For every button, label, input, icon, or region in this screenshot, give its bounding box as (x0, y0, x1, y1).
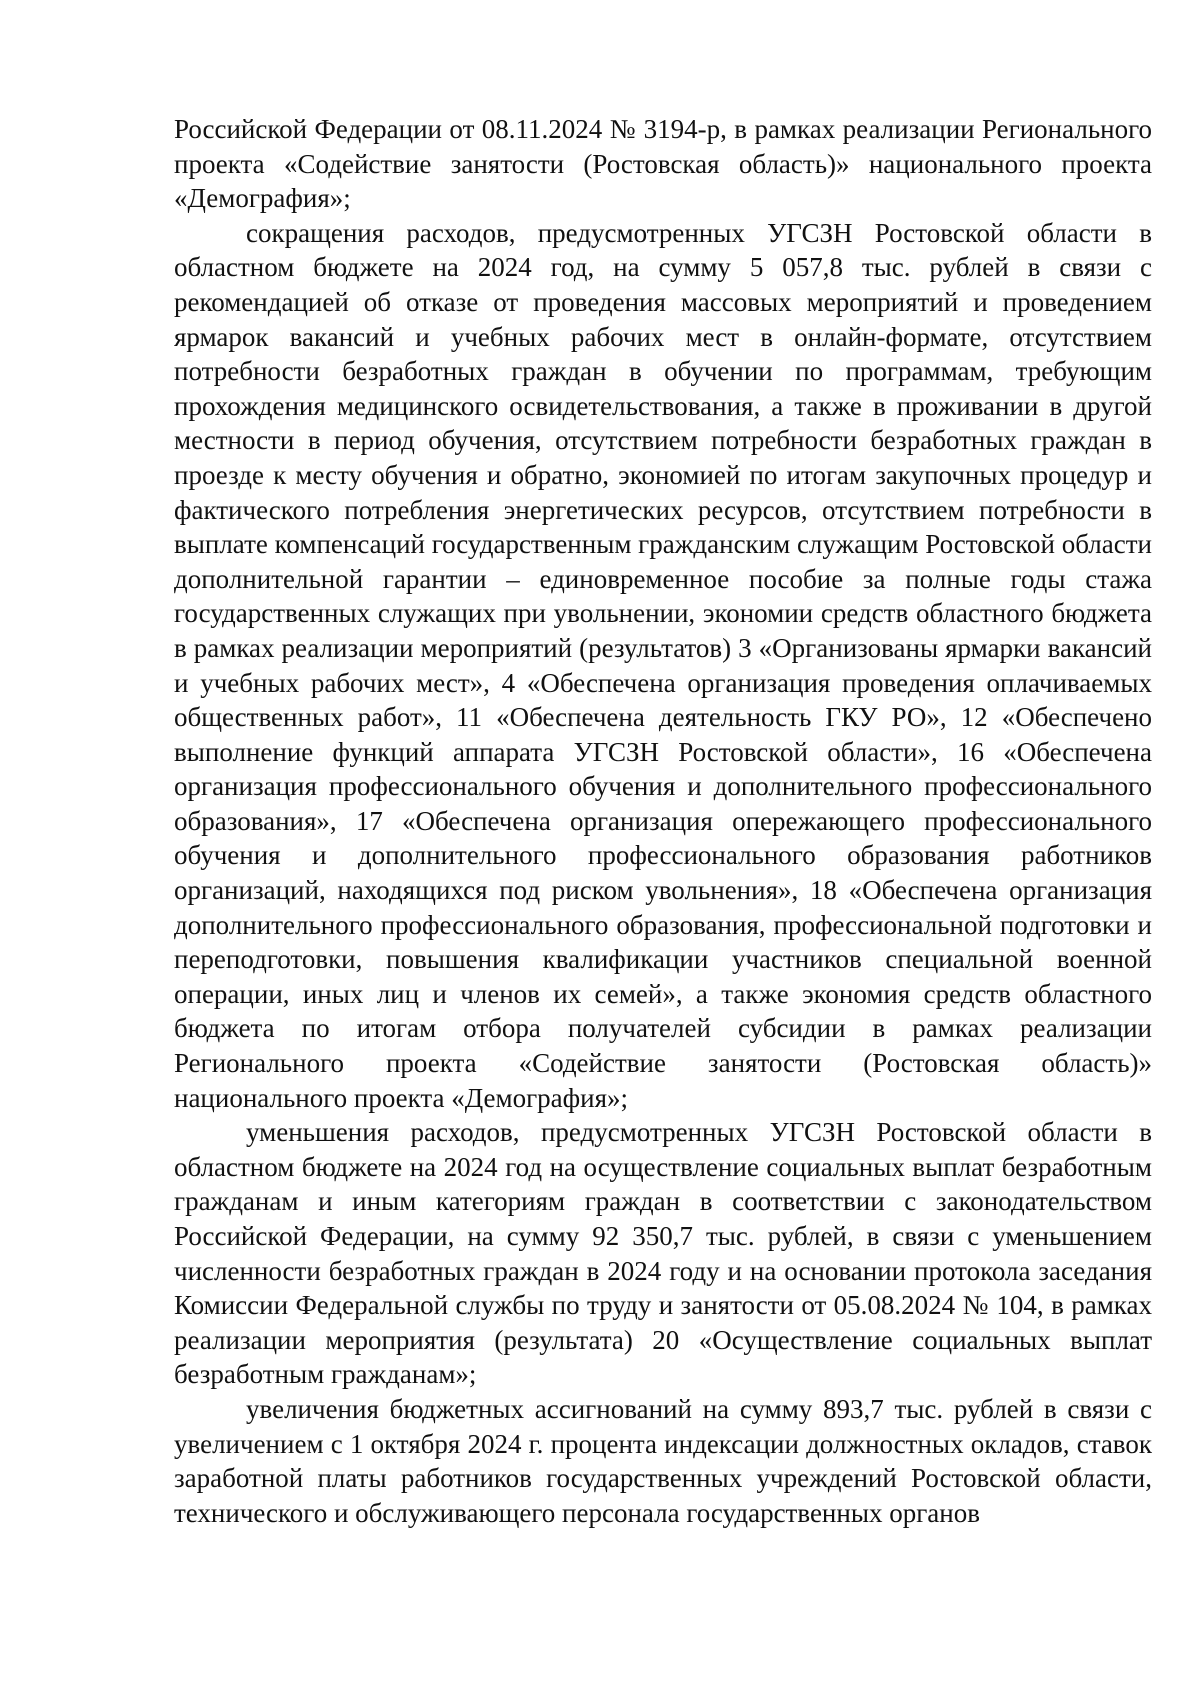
document-body (174, 112, 1152, 1530)
paragraph-continuation: Российской Федерации от 08.11.2024 № 3194-р, в рамках реализации Регионального проекта «Содействие занятости (Ростовская область)» национального проекта «Демография»; (174, 114, 1152, 214)
paragraph-allocation-increase: увеличения бюджетных ассигнований на сумму 893,7 тыс. рублей в связи с увеличением с 1 октября 2024 г. процента индексации должностных окладов, ставок заработной платы работников государственных учреждений Ростовской области, технического и обслуживающего персонала государственных органов (174, 1393, 1152, 1528)
paragraph-expense-reduction: сокращения расходов, предусмотренных УГСЗН Ростовской области в областном бюджете на 2024 год, на сумму 5 057,8 тыс. рублей в связи с рекомендацией об отказе от проведения массовых мероприятий и проведением ярмарок вакансий и учебных рабочих мест в онлайн-формате, отсутствием потребности безработных граждан в обучении по программам, требующим прохождения медицинского освидетельствования, а также в проживании в другой местности в период обучения, отсутствием потребности безработных граждан в проезде к месту обучения и обратно, экономией по итогам закупочных процедур и фактического потребления энергетических ресурсов, отсутствием потребности в выплате компенсаций государственным гражданским служащим Ростовской области дополнительной гарантии – единовременное пособие за полные годы стажа государственных служащих при увольнении, экономии средств областного бюджета в рамках реализации мероприятий (результатов) 3 «Организованы ярмарки вакансий и учебных рабочих мест», 4 «Обеспечена организация проведения оплачиваемых общественных работ», 11 «Обеспечена деятельность ГКУ РО», 12 «Обеспечено выполнение функций аппарата УГСЗН Ростовской области», 16 «Обеспечена организация профессионального обучения и дополнительного профессионального образования», 17 «Обеспечена организация опережающего профессионального обучения и дополнительного профессионального образования работников организаций, находящихся под риском увольнения», 18 «Обеспечена организация дополнительного профессионального образования, профессиональной подготовки и переподготовки, повышения квалификации участников специальной военной операции, иных лиц и членов их семей», а также экономия средств областного бюджета по итогам отбора получателей субсидии в рамках реализации Регионального проекта «Содействие занятости (Ростовская область)» национального проекта «Демография»; (174, 217, 1152, 1113)
paragraph-social-payments-reduction: уменьшения расходов, предусмотренных УГСЗН Ростовской области в областном бюджете на 2024 год на осуществление социальных выплат безработным гражданам и иным категориям граждан в соответствии с законодательством Российской Федерации, на сумму 92 350,7 тыс. рублей, в связи с уменьшением численности безработных граждан в 2024 году и на основании протокола заседания Комиссии Федеральной службы по труду и занятости от 05.08.2024 № 104, в рамках реализации мероприятия (результата) 20 «Осуществление социальных выплат безработным гражданам»; (174, 1117, 1152, 1390)
